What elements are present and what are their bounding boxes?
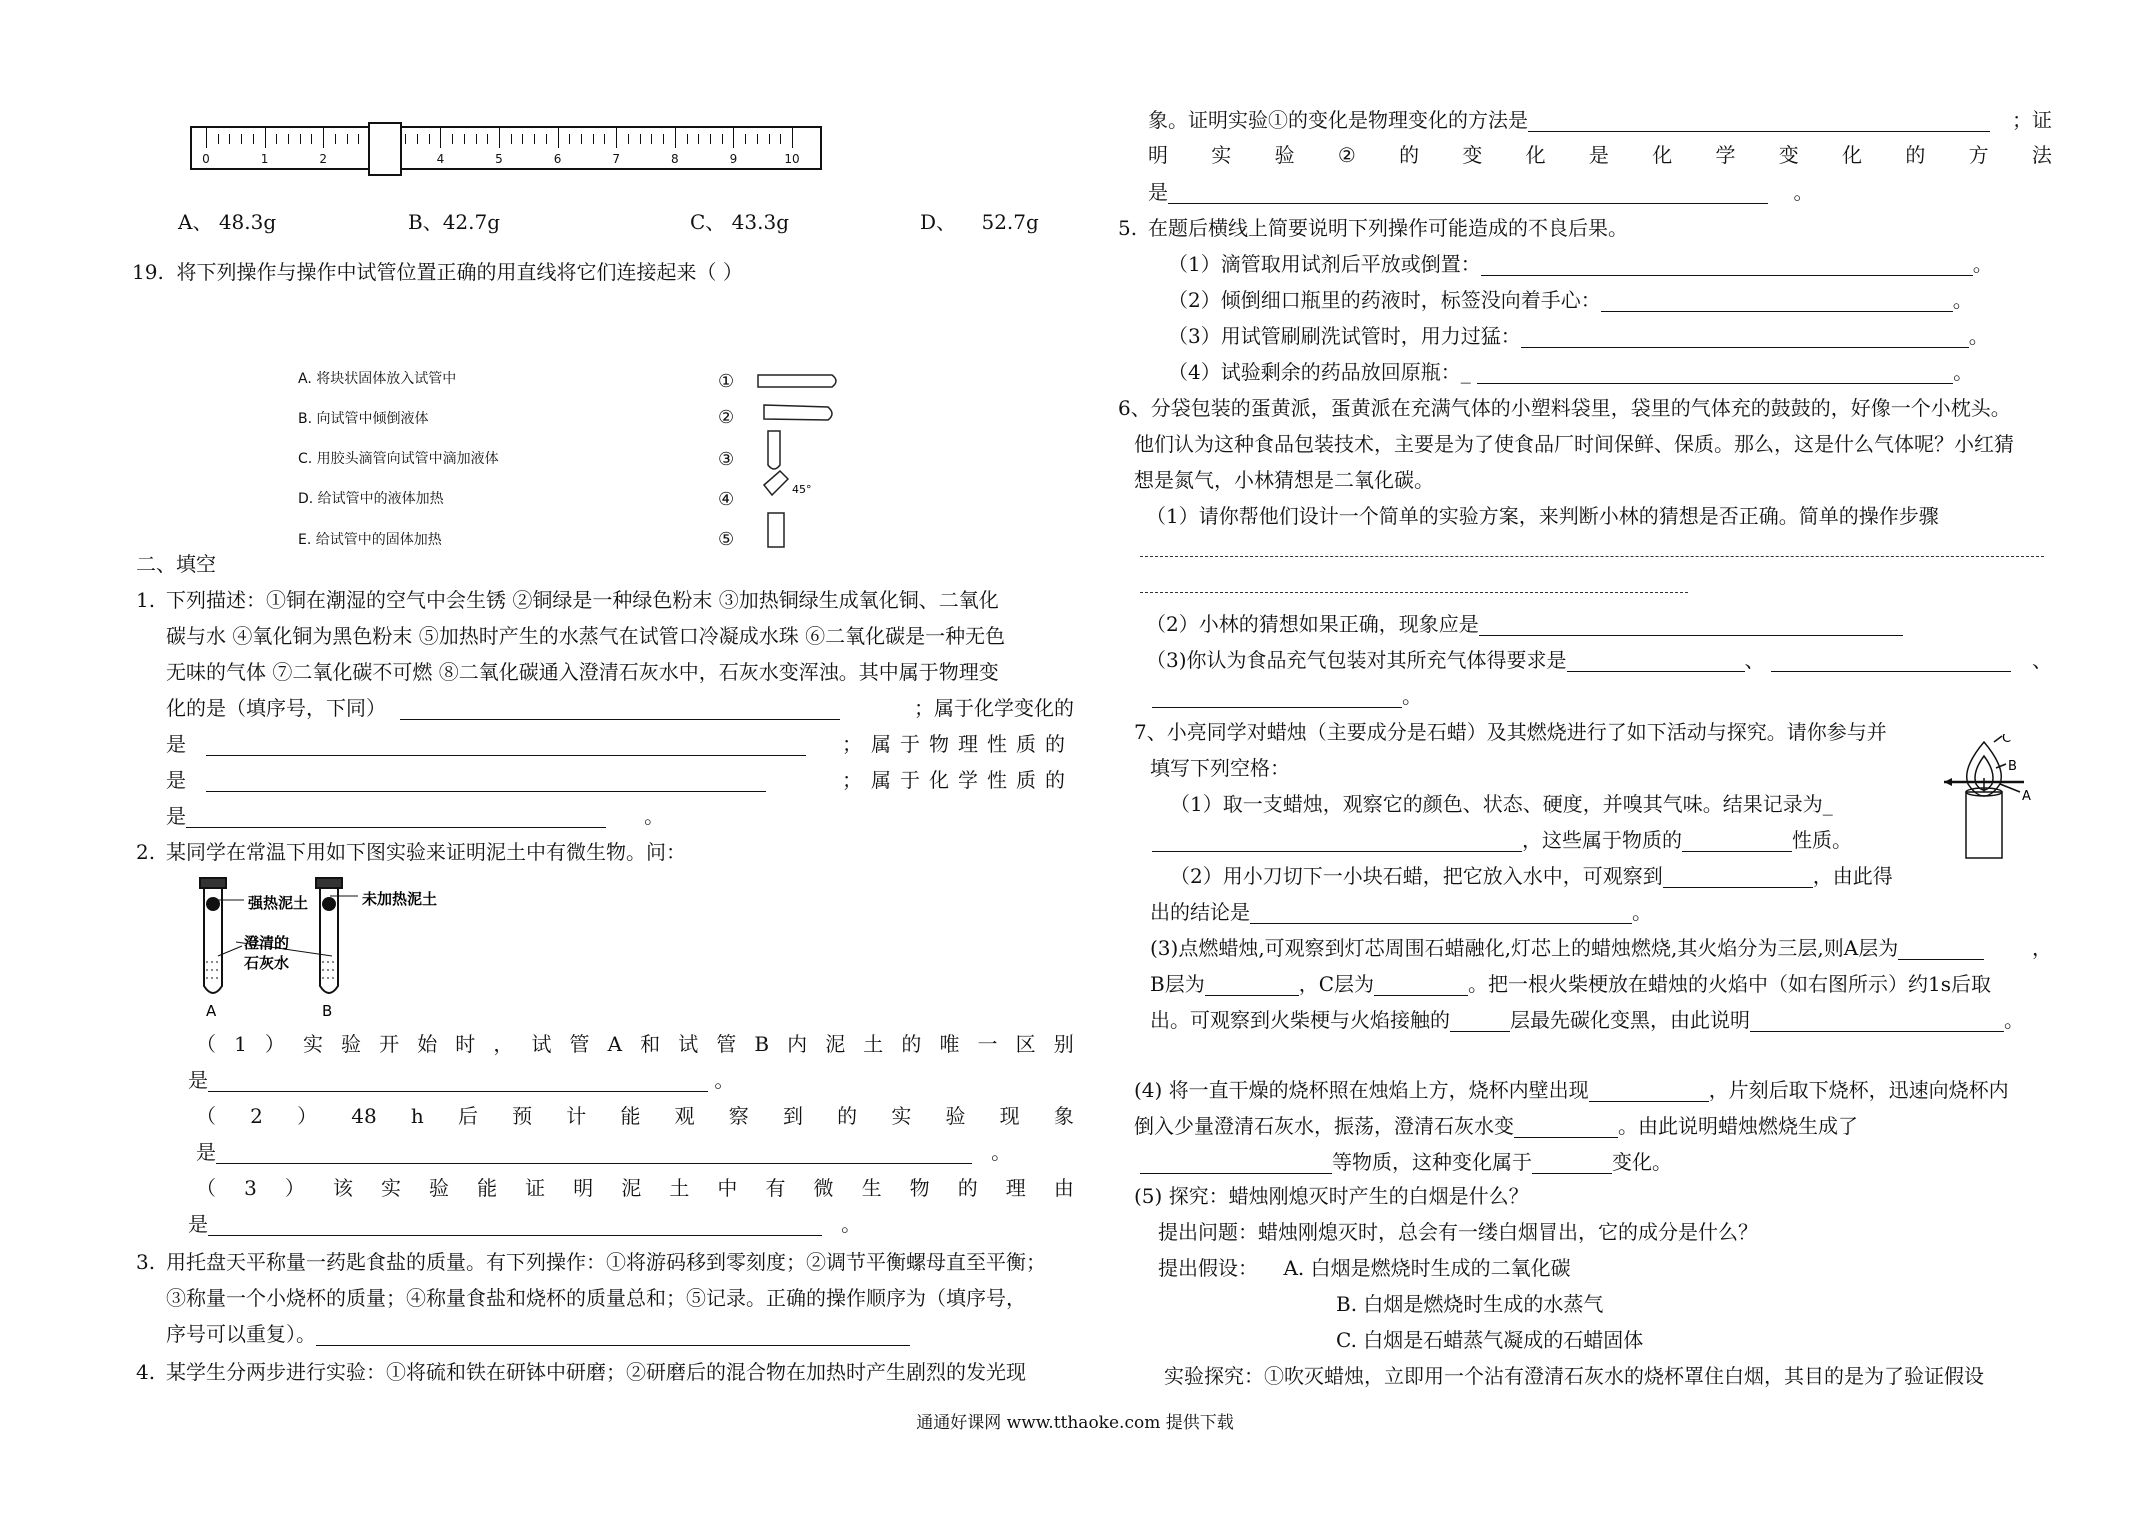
- ruler-tick: [616, 128, 617, 148]
- justified-char: 的: [901, 1032, 922, 1056]
- ruler-tick: [417, 134, 418, 144]
- ruler-figure: [190, 126, 822, 170]
- justified-char: 内: [787, 1032, 808, 1056]
- q7-line5: （2）用小刀切下一小块石蜡，把它放入水中，可观察到 ，由此得: [1170, 864, 1893, 888]
- q2-part2-answer: 是 。: [196, 1140, 1012, 1164]
- justified-char: 是: [1588, 143, 1609, 167]
- ruler-tick: [546, 134, 547, 144]
- justified-char: 法: [2031, 143, 2052, 167]
- q4-line2: 象。证明实验①的变化是物理变化的方法是 ；证: [1148, 108, 2052, 132]
- ruler-tick: [288, 134, 289, 144]
- justified-char: 时: [455, 1032, 476, 1056]
- q7-line6: 出的结论是 。: [1150, 900, 1652, 924]
- ruler-tick: [206, 128, 207, 148]
- q7-line8: B层为 ，C层为 。把一根火柴梗放在蜡烛的火焰中（如右图所示）约1s后取: [1150, 972, 1992, 996]
- q7-line18: 实验探究：①吹灭蜡烛，立即用一个沾有澄清石灰水的烧杯罩住白烟，其目的是为了验证假设: [1164, 1364, 1984, 1388]
- q7-line14: 提出问题：蜡烛刚熄灭时，总会有一缕白烟冒出，它的成分是什么？: [1158, 1220, 1758, 1244]
- q2-part3-answer: 是 。: [188, 1212, 862, 1236]
- justified-char: 土: [669, 1176, 690, 1200]
- ruler-tick: [687, 134, 688, 144]
- ruler-tick: [581, 134, 582, 144]
- option-c: C、 43.3g: [690, 210, 790, 234]
- justified-char: 化: [1652, 143, 1673, 167]
- q7-line12: 等物质，这种变化属于 变化。: [1140, 1150, 1672, 1174]
- justified-char: 能: [477, 1176, 498, 1200]
- justified-char: 物: [909, 1176, 930, 1200]
- ruler-number: 7: [612, 152, 621, 166]
- q7-line13: (5) 探究：蜡烛刚熄灭时产生的白烟是什么？: [1134, 1184, 1529, 1208]
- q2-part1: [196, 1032, 1074, 1056]
- ruler-tick: [440, 128, 441, 148]
- ruler-number: 8: [670, 152, 679, 166]
- justified-char: 和: [640, 1032, 661, 1056]
- ruler-tick: [511, 134, 512, 144]
- q3-line1: 用托盘天平称量一药匙食盐的质量。有下列操作：①将游码移到零刻度；②调节平衡螺母直至平衡；: [166, 1250, 1046, 1274]
- q6-line6: （3)你认为食品充气包装对其所充气体得要求是 、 、: [1146, 648, 2052, 672]
- justified-char: 明: [1148, 143, 1168, 167]
- justified-char: 能: [620, 1104, 641, 1128]
- q1-num: 1.: [136, 588, 156, 612]
- tube-b-label: B: [322, 1002, 333, 1020]
- q5-item-2: （2）倾倒细口瓶里的药液时，标签没向着手心： 。: [1168, 288, 1973, 312]
- q6-line7: 。: [1152, 684, 1422, 708]
- justified-char: 验: [341, 1032, 362, 1056]
- justified-char: 观: [674, 1104, 695, 1128]
- ruler-tick: [476, 134, 477, 144]
- ruler-tick: [722, 134, 723, 144]
- ruler-number: 5: [495, 152, 503, 166]
- justified-char: 计: [566, 1104, 587, 1128]
- ruler-tick: [300, 134, 301, 144]
- ruler-tick: [569, 134, 570, 144]
- justified-char: ②: [1337, 143, 1356, 167]
- justified-char: 明: [573, 1176, 594, 1200]
- justified-char: 泥: [621, 1176, 642, 1200]
- justified-char: （: [196, 1032, 216, 1056]
- q7-line7: (3)点燃蜡烛,可观察到灯芯周围石蜡融化,灯芯上的蜡烛燃烧,其火焰分为三层,则A层为 ，: [1150, 936, 2052, 960]
- justified-char: 2: [250, 1104, 263, 1128]
- q6-line4: （1）请你帮他们设计一个简单的实验方案，来判断小林的猜想是否正确。简单的操作步骤: [1146, 504, 1939, 528]
- ruler-tick: [663, 134, 664, 144]
- justified-char: 由: [1053, 1176, 1074, 1200]
- justified-char: 一: [977, 1032, 998, 1056]
- justified-char: （: [196, 1104, 216, 1128]
- ruler-tick: [323, 128, 324, 148]
- option-d: D、 52.7g: [920, 210, 1039, 234]
- justified-char: ）: [297, 1104, 318, 1128]
- ruler-tick: [769, 134, 770, 144]
- justified-char: 开: [379, 1032, 400, 1056]
- ruler-tick: [780, 134, 781, 144]
- justified-char: 实: [302, 1032, 323, 1056]
- ruler-number: 1: [260, 152, 269, 166]
- ruler-tick: [347, 134, 348, 144]
- ruler-number: 4: [436, 152, 445, 166]
- ruler-tick: [487, 134, 488, 144]
- ruler-tick: [628, 134, 629, 144]
- flame-label-c: C: [2002, 734, 2012, 746]
- justified-char: 管: [569, 1032, 590, 1056]
- justified-char: 化: [1525, 143, 1546, 167]
- q7-line10: (4) 将一直干燥的烧杯照在烛焰上方，烧杯内壁出现 ，片刻后取下烧杯，迅速向烧杯内: [1134, 1078, 2009, 1102]
- ruler-tick: [733, 128, 734, 148]
- ruler-tick: [311, 134, 312, 144]
- justified-char: A: [607, 1032, 623, 1056]
- ruler-tick: [253, 134, 254, 144]
- justified-char: 现: [999, 1104, 1020, 1128]
- q2-part2: [196, 1104, 1074, 1128]
- candle-flame-figure: [1940, 734, 2040, 860]
- page-footer: 通通好课网 www.tthaoke.com 提供下载: [916, 1413, 1234, 1433]
- ruler-tick: [558, 128, 559, 148]
- q6-line3: 想是氮气，小林猜想是二氧化碳。: [1134, 468, 1434, 492]
- justified-char: 变: [1462, 143, 1483, 167]
- q7-line1: 7、小亮同学对蜡烛（主要成分是石蜡）及其燃烧进行了如下活动与探究。请你参与并: [1134, 720, 1887, 744]
- ruler-tick: [745, 134, 746, 144]
- justified-char: 实: [1211, 143, 1232, 167]
- flame-label-b: B: [2008, 759, 2017, 774]
- q19-stem: 19. 将下列操作与操作中试管位置正确的用直线将它们连接起来（ ）: [132, 260, 743, 284]
- q5-item-3: （3）用试管刷刷洗试管时，用力过猛： 。: [1168, 324, 1989, 348]
- justified-char: 验: [945, 1104, 966, 1128]
- q7-line4: ，这些属于物质的 性质。: [1152, 828, 1852, 852]
- q1-line2: 碳与水 ④氧化铜为黑色粉末 ⑤加热时产生的水蒸气在试管口冷凝成水珠 ⑥二氧化碳是一种无色: [166, 624, 1006, 648]
- ruler-tick: [757, 134, 758, 144]
- ruler-tick: [604, 134, 605, 144]
- justified-char: 象: [1053, 1104, 1074, 1128]
- q5-item-4: （4）试验剩余的药品放回原瓶：_ 。: [1168, 360, 1974, 384]
- ruler-number: 6: [553, 152, 562, 166]
- justified-char: 土: [863, 1032, 884, 1056]
- justified-char: 察: [728, 1104, 749, 1128]
- justified-char: 学: [1715, 143, 1736, 167]
- ruler-number: 0: [202, 152, 210, 166]
- justified-char: 化: [1842, 143, 1863, 167]
- justified-char: 试: [531, 1032, 552, 1056]
- justified-char: 理: [1005, 1176, 1026, 1200]
- justified-char: 48: [351, 1104, 377, 1128]
- justified-char: 的: [1905, 143, 1926, 167]
- ruler-number: 2: [319, 152, 328, 166]
- ruler-slider: [368, 122, 402, 176]
- q19-op-e: E. 给试管中的固体加热: [298, 532, 442, 548]
- ruler-tick: [792, 128, 793, 148]
- justified-char: 的: [837, 1104, 858, 1128]
- justified-char: 的: [957, 1176, 978, 1200]
- q19-mark-2: ②: [718, 407, 735, 428]
- justified-char: ，: [493, 1032, 514, 1056]
- q4-line4: 是 。: [1148, 180, 1814, 204]
- q19-mark-3: ③: [718, 449, 735, 470]
- test-tube-positions-figure: [740, 365, 860, 565]
- q7-line2: 填写下列空格：: [1150, 756, 1290, 780]
- justified-char: 该: [332, 1176, 353, 1200]
- justified-char: 验: [429, 1176, 450, 1200]
- limewater-label-2: 石灰水: [244, 954, 290, 972]
- justified-char: 实: [891, 1104, 912, 1128]
- q2-stem: 某同学在常温下用如下图实验来证明泥土中有微生物。问：: [166, 840, 686, 864]
- ruler-number: 9: [729, 152, 738, 166]
- q2-part3: [196, 1176, 1074, 1200]
- ruler-tick: [335, 134, 336, 144]
- q4-line3: [1148, 143, 2052, 167]
- flame-label-a: A: [2022, 789, 2031, 804]
- justified-char: ）: [284, 1176, 305, 1200]
- q7-line15: 提出假设： A. 白烟是燃烧时生成的二氧化碳: [1158, 1256, 1571, 1280]
- q4-line1: 某学生分两步进行实验：①将硫和铁在研钵中研磨；②研磨后的混合物在加热时产生剧烈的发光现: [166, 1360, 1026, 1384]
- q1-line1: 下列描述：①铜在潮湿的空气中会生锈 ②铜绿是一种绿色粉末 ③加热铜绿生成氧化铜、二氧化: [166, 588, 999, 612]
- ruler-tick: [452, 134, 453, 144]
- q19-op-d: D. 给试管中的液体加热: [298, 491, 444, 507]
- q6-answer-line-2: [1140, 592, 1688, 593]
- q1-line5: 是 ；属于物理性质的: [166, 732, 1074, 756]
- limewater-label-1: 澄清的: [244, 934, 290, 952]
- q1-line4: 化的是（填序号，下同） ；属于化学变化的: [166, 696, 1074, 720]
- ruler-tick: [405, 134, 406, 144]
- ruler-tick: [522, 134, 523, 144]
- option-a: A、 48.3g: [178, 210, 277, 234]
- q19-mark-1: ①: [718, 371, 735, 392]
- q3-num: 3.: [136, 1250, 156, 1274]
- q7-line17: C. 白烟是石蜡蒸气凝成的石蜡固体: [1336, 1328, 1644, 1352]
- ruler-tick: [534, 134, 535, 144]
- ruler-tick: [464, 134, 465, 144]
- ruler-tick: [593, 134, 594, 144]
- justified-char: 泥: [825, 1032, 846, 1056]
- ruler-tick: [276, 134, 277, 144]
- q19-op-a: A. 将块状固体放入试管中: [298, 371, 457, 387]
- q19-op-b: B. 向试管中倾倒液体: [298, 411, 429, 427]
- justified-char: 唯: [939, 1032, 960, 1056]
- justified-char: 实: [380, 1176, 401, 1200]
- ruler-tick: [358, 134, 359, 144]
- q1-line7: 是 。: [166, 804, 665, 828]
- justified-char: h: [410, 1104, 424, 1128]
- justified-char: B: [754, 1032, 770, 1056]
- justified-char: 别: [1053, 1032, 1074, 1056]
- ruler-tick: [229, 134, 230, 144]
- justified-char: 3: [244, 1176, 257, 1200]
- angle-label: 45°: [792, 483, 812, 496]
- ruler-tick: [640, 134, 641, 144]
- q1-line3: 无味的气体 ⑦二氧化碳不可燃 ⑧二氧化碳通入澄清石灰水中，石灰水变浑浊。其中属于物理变: [166, 660, 999, 684]
- q7-line9: 出。可观察到火柴梗与火焰接触的 层最先碳化变黑，由此说明 。: [1150, 1008, 2024, 1032]
- ruler-tick: [651, 134, 652, 144]
- justified-char: 到: [782, 1104, 803, 1128]
- q7-line16: B. 白烟是燃烧时生成的水蒸气: [1336, 1292, 1604, 1316]
- q19-mark-5: ⑤: [718, 529, 735, 550]
- ruler-tick: [675, 128, 676, 148]
- q6-line5: （2）小林的猜想如果正确，现象应是: [1146, 612, 1903, 636]
- soil-tubes-figure: [178, 876, 498, 1026]
- q1-line6: 是 ；属于化学性质的: [166, 768, 1074, 792]
- justified-char: 后: [457, 1104, 478, 1128]
- q2-num: 2.: [136, 840, 156, 864]
- q6-line2: 他们认为这种食品包装技术，主要是为了使食品厂时间保鲜、保质。那么，这是什么气体呢？小红猜: [1134, 432, 2014, 456]
- justified-char: 生: [861, 1176, 882, 1200]
- justified-char: 试: [678, 1032, 699, 1056]
- justified-char: 有: [765, 1176, 786, 1200]
- ruler-tick: [218, 134, 219, 144]
- q7-line11: 倒入少量澄清石灰水，振荡，澄清石灰水变 。由此说明蜡烛燃烧生成了: [1134, 1114, 1858, 1138]
- ruler-tick: [698, 134, 699, 144]
- q7-line3: （1）取一支蜡烛，观察它的颜色、状态、硬度，并嗅其气味。结果记录为_: [1170, 792, 1833, 816]
- q2-part1-answer: 是 。: [188, 1068, 735, 1092]
- q5-stem: 在题后横线上简要说明下列操作可能造成的不良后果。: [1148, 216, 1628, 240]
- ruler-number: 10: [784, 152, 800, 166]
- q19-mark-4: ④: [718, 489, 735, 510]
- ruler-tick: [499, 128, 500, 148]
- q4-num: 4.: [136, 1360, 156, 1384]
- q5-num: 5.: [1118, 216, 1138, 240]
- tube-a-label: A: [206, 1002, 217, 1020]
- section-heading: 二、填空: [136, 552, 216, 576]
- q3-line3: 序号可以重复）。: [166, 1322, 910, 1346]
- justified-char: ）: [264, 1032, 285, 1056]
- ruler-tick: [710, 134, 711, 144]
- justified-char: 预: [512, 1104, 533, 1128]
- justified-char: 1: [234, 1032, 247, 1056]
- ruler-tick: [241, 134, 242, 144]
- tube-b-soil-label: 未加热泥土: [362, 890, 438, 908]
- justified-char: 的: [1399, 143, 1420, 167]
- justified-char: 始: [417, 1032, 438, 1056]
- justified-char: 微: [813, 1176, 834, 1200]
- justified-char: 区: [1015, 1032, 1036, 1056]
- justified-char: 管: [716, 1032, 737, 1056]
- justified-char: （: [196, 1176, 216, 1200]
- q19-op-c: C. 用胶头滴管向试管中滴加液体: [298, 451, 499, 467]
- ruler-tick: [265, 128, 266, 148]
- q3-line2: ③称量一个小烧杯的质量；④称量食盐和烧杯的质量总和；⑤记录。正确的操作顺序为（填序号，: [166, 1286, 1026, 1310]
- justified-char: 方: [1968, 143, 1989, 167]
- q6-line1: 6、分袋包装的蛋黄派，蛋黄派在充满气体的小塑料袋里，袋里的气体充的鼓鼓的，好像一个小枕头。: [1118, 396, 2011, 420]
- tube-a-soil-label: 强热泥土: [248, 894, 309, 912]
- justified-char: 验: [1274, 143, 1295, 167]
- option-b: B、42.7g: [408, 210, 501, 234]
- ruler-tick: [429, 134, 430, 144]
- q5-item-1: （1）滴管取用试剂后平放或倒置： 。: [1168, 252, 1993, 276]
- justified-char: 证: [525, 1176, 546, 1200]
- q6-answer-line-1: [1140, 556, 2044, 557]
- justified-char: 中: [717, 1176, 738, 1200]
- justified-char: 变: [1778, 143, 1799, 167]
